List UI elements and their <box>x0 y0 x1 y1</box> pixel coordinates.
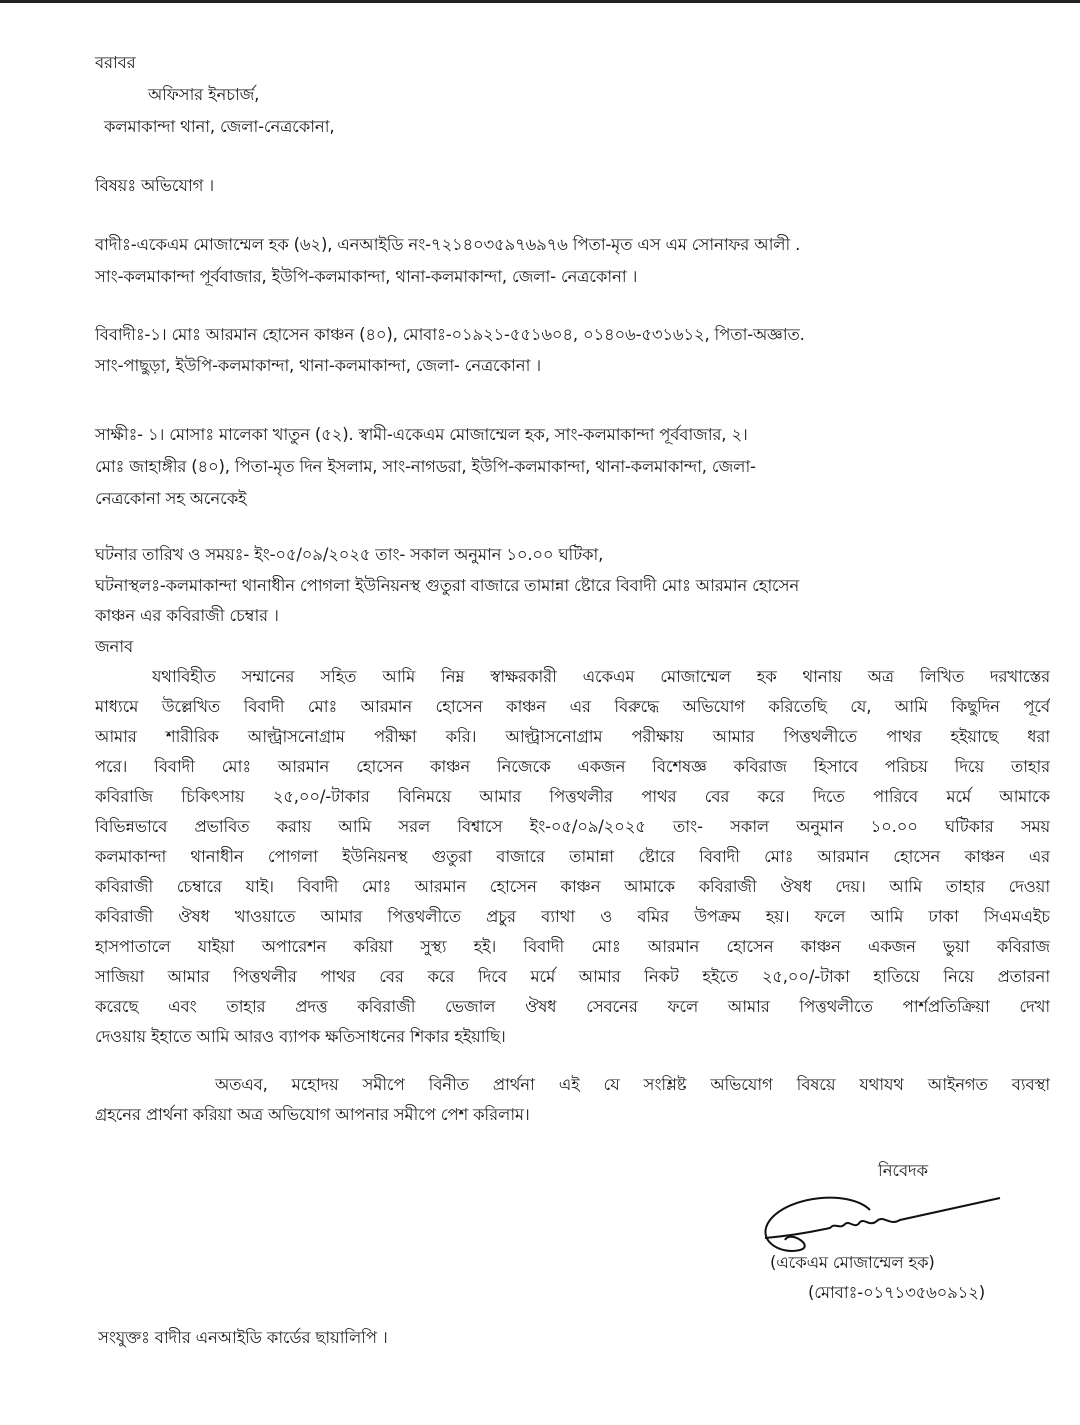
body-line: কলমাকান্দা থানাধীন পোগলা ইউনিয়নস্থ গুতুরা বাজারে তামান্না ষ্টোরে বিবাদী মোঃ আরমান হোসেন কাঞ্চন এর <box>95 847 1050 866</box>
closing-line: গ্রহনের প্রার্থনা করিয়া অত্র অভিযোগ আপনার সমীপে পেশ করিলাম। <box>95 1105 530 1124</box>
plaintiff-line-2: সাং-কলমাকান্দা পূর্ববাজার, ইউপি-কলমাকান্দা, থানা-কলমাকান্দা, জেলা- নেত্রকোনা । <box>95 267 638 286</box>
handwritten-signature <box>760 1180 1020 1260</box>
body-line: কবিরাজী ঔষধ খাওয়াতে আমার পিত্তথলীতে প্রচুর ব্যাথা ও বমির উপক্রম হয়। ফলে আমি ঢাকা সিএমএইচ <box>95 907 1050 926</box>
greeting: জনাব <box>95 637 133 656</box>
signatory-name: (একেএম মোজাম্মেল হক) <box>770 1253 935 1272</box>
incident-datetime: ঘটনার তারিখ ও সময়ঃ- ইং-০৫/০৯/২০২৫ তাং- সকাল অনুমান ১০.০০ ঘটিকা, <box>95 545 604 564</box>
body-line: বিভিন্নভাবে প্রভাবিত করায় আমি সরল বিশ্বাসে ইং-০৫/০৯/২০২৫ তাং- সকাল অনুমান ১০.০০ ঘটিকার সময় <box>95 817 1050 836</box>
body-line: যথাবিহীত সম্মানের সহিত আমি নিম্ন স্বাক্ষরকারী একেএম মোজাম্মেল হক থানায় অত্র লিখিত দরখাস্তের <box>152 667 1050 686</box>
attachment-note: সংযুক্তঃ বাদীর এনআইডি কার্ডের ছায়ালিপি । <box>98 1328 388 1347</box>
body-line: দেওয়ায় ইহাতে আমি আরও ব্যাপক ক্ষতিসাধনের শিকার হইয়াছি। <box>95 1027 506 1046</box>
recipient-title: অফিসার ইনচার্জ, <box>148 85 260 104</box>
body-line: মাধ্যমে উল্লেখিত বিবাদী মোঃ আরমান হোসেন কাঞ্চন এর বিরুদ্ধে অভিযোগ করিতেছি যে, আমি কিছুদিন পূর্বে <box>95 697 1050 716</box>
subject-line: বিষয়ঃ অভিযোগ । <box>95 176 214 195</box>
plaintiff-line-1: বাদীঃ-একেএম মোজাম্মেল হক (৬২), এনআইডি নং-৭২১৪০৩৫৯৭৬৯৭৬ পিতা-মৃত এস এম সোনাফর আলী . <box>95 235 801 254</box>
witness-line-2: মোঃ জাহাঙ্গীর (৪০), পিতা-মৃত দিন ইসলাম, সাং-নাগডরা, ইউপি-কলমাকান্দা, থানা-কলমাকান্দা, জেলা- <box>95 457 756 476</box>
defendant-line-1: বিবাদীঃ-১। মোঃ আরমান হোসেন কাঞ্চন (৪০), মোবাঃ-০১৯২১-৫৫১৬০৪, ০১৪০৬-৫৩১৬১২, পিতা-অজ্ঞাত. <box>95 325 805 344</box>
body-line: কবিরাজী চেম্বারে যাই। বিবাদী মোঃ আরমান হোসেন কাঞ্চন আমাকে কবিরাজী ঔষধ দেয়। আমি তাহার দেওয়া <box>95 877 1050 896</box>
body-line: আমার শারীরিক আল্ট্রাসনোগ্রাম পরীক্ষা করি। আল্ট্রাসনোগ্রাম পরীক্ষায় আমার পিত্তথলীতে পাথর হইয়াছে ধরা <box>95 727 1050 746</box>
signature-block <box>760 1160 1060 1310</box>
body-line: সাজিয়া আমার পিত্তথলীর পাথর বের করে দিবে মর্মে আমার নিকট হইতে ২৫,০০/-টাকা হাতিয়ে নিয়ে প্রতারনা <box>95 967 1050 986</box>
body-line: করেছে এবং তাহার প্রদত্ত কবিরাজী ভেজাল ঔষধ সেবনের ফলে আমার পিত্তথলীতে পার্শপ্রতিক্রিয়া দেখা <box>95 997 1050 1016</box>
salutation-to: বরাবর <box>95 53 136 72</box>
witness-line-3: নেত্রকোনা সহ অনেকেই <box>95 489 247 508</box>
body-line: হাসপাতালে যাইয়া অপারেশন করিয়া সুস্থ্য হই। বিবাদী মোঃ আরমান হোসেন কাঞ্চন একজন ভুয়া কবিরাজ <box>95 937 1050 956</box>
incident-place-line-2: কাঞ্চন এর কবিরাজী চেম্বার । <box>95 606 279 625</box>
signatory-mobile: (মোবাঃ-০১৭১৩৫৬০৯১২) <box>808 1283 985 1302</box>
witness-line-1: সাক্ষীঃ- ১। মোসাঃ মালেকা খাতুন (৫২). স্বামী-একেএম মোজাম্মেল হক, সাং-কলমাকান্দা পূর্ববাজার, ২। <box>95 425 748 444</box>
closing-line: অতএব, মহোদয় সমীপে বিনীত প্রার্থনা এই যে সংশ্লিষ্ট অভিযোগ বিষয়ে যথাযথ আইনগত ব্যবস্থা <box>215 1075 1050 1094</box>
body-line: পরে। বিবাদী মোঃ আরমান হোসেন কাঞ্চন নিজেকে একজন বিশেষজ্ঞ কবিরাজ হিসাবে পরিচয় দিয়ে তাহার <box>95 757 1050 776</box>
signature-label: নিবেদক <box>878 1161 928 1180</box>
page-top-border <box>0 0 1080 3</box>
body-line: কবিরাজি চিকিৎসায় ২৫,০০/-টাকার বিনিময়ে আমার পিত্তথলীর পাথর বের করে দিতে পারিবে মর্মে আমাকে <box>95 787 1050 806</box>
defendant-line-2: সাং-পাছুড়া, ইউপি-কলমাকান্দা, থানা-কলমাকান্দা, জেলা- নেত্রকোনা । <box>95 356 541 375</box>
incident-place-line-1: ঘটনাস্থলঃ-কলমাকান্দা থানাধীন পোগলা ইউনিয়নস্থ গুতুরা বাজারে তামান্না ষ্টোরে বিবাদী মোঃ আরমান হোসেন <box>95 576 800 595</box>
recipient-address: কলমাকান্দা থানা, জেলা-নেত্রকোনা, <box>104 117 335 136</box>
